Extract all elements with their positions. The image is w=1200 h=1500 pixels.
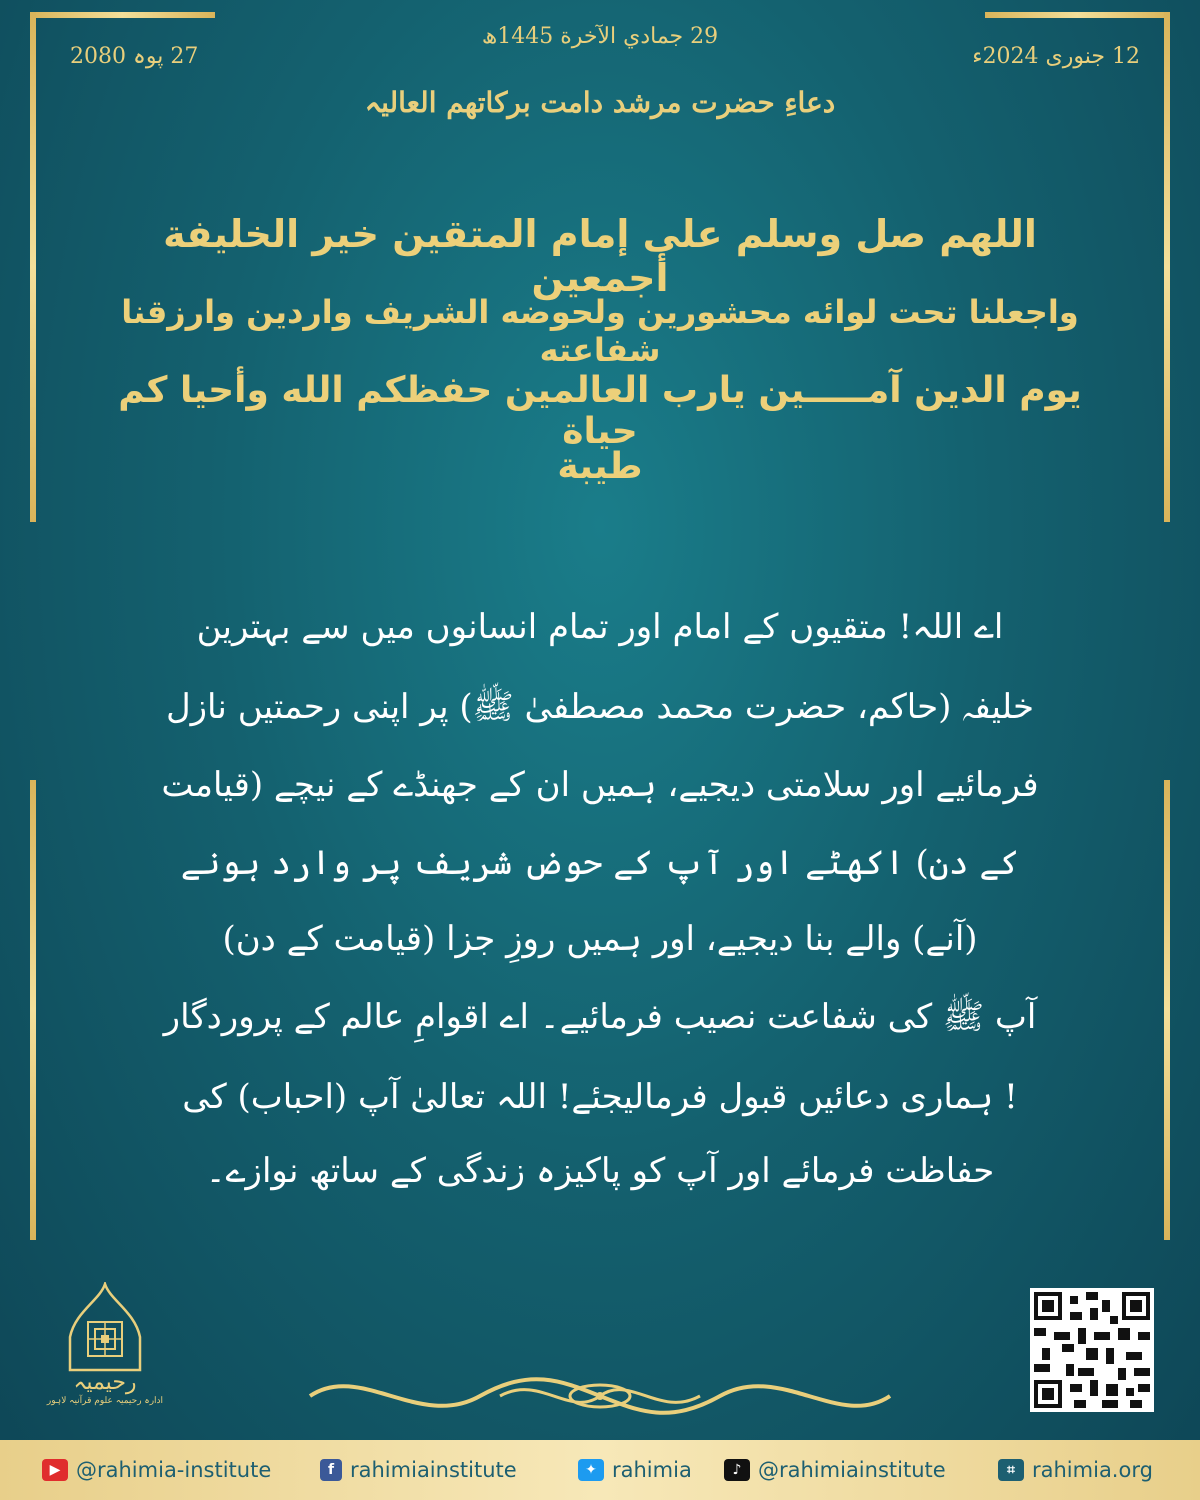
logo-name: رحیمیہ	[73, 1370, 137, 1395]
youtube-link[interactable]	[42, 1455, 271, 1485]
tiktok-icon: ♪	[724, 1459, 750, 1481]
gregorian-date: 12 جنوری 2024ء	[972, 44, 1140, 69]
frame-top-left	[30, 12, 215, 18]
twitter-icon: ✦	[578, 1459, 604, 1481]
youtube-icon: ▶	[42, 1459, 68, 1481]
urdu-line-5: (آنے) والے بنا دیجیے، اور ہمیں روزِ جزا (قیامت کے دن)	[222, 919, 978, 959]
urdu-line-8: حفاظت فرمائے اور آپ کو پاکیزہ زندگی کے ساتھ نوازے۔	[205, 1151, 995, 1191]
facebook-link[interactable]	[320, 1455, 517, 1485]
arabic-dua-line-2: واجعلنا تحت لوائه محشورين ولحوضه الشريف واردين وارزقنا شفاعته	[121, 293, 1079, 369]
logo-subtitle: ادارہ رحیمیہ علوم قرآنیہ لاہور	[46, 1396, 164, 1406]
bikrami-date: 27 پوہ 2080	[70, 44, 199, 69]
urdu-line-1: اے اللہ! متقیوں کے امام اور تمام انسانوں میں سے بہترین	[196, 607, 1004, 647]
qr-code[interactable]	[1030, 1288, 1154, 1412]
hijri-date: 29 جمادي الآخرة 1445ھ	[481, 24, 719, 49]
frame-right-lower	[1164, 780, 1170, 1240]
urdu-line-3: فرمائیے اور سلامتی دیجیے، ہمیں ان کے جھنڈے کے نیچے (قیامت	[161, 765, 1039, 805]
tiktok-handle: @rahimiainstitute	[758, 1458, 946, 1482]
urdu-line-7: ! ہماری دعائیں قبول فرمالیجئے! اللہ تعالیٰ آپ (احباب) کی	[182, 1077, 1018, 1117]
logo-emblem-icon	[40, 1282, 170, 1372]
arabic-dua-line-1: اللهم صل وسلم على إمام المتقين خير الخليفة أجمعين	[163, 212, 1037, 300]
urdu-line-4: کے دن) اکھٹے اور آپ کے حوض شریف پر وارد ہونے	[180, 843, 1020, 883]
facebook-handle: rahimiainstitute	[350, 1458, 517, 1482]
twitter-handle: rahimia	[612, 1458, 692, 1482]
frame-top-right	[985, 12, 1170, 18]
urdu-line-2: خلیفہ (حاکم، حضرت محمد مصطفیٰ ﷺ) پر اپنی رحمتیں نازل	[165, 687, 1035, 727]
frame-left-lower	[30, 780, 36, 1240]
youtube-handle: @rahimia-institute	[76, 1458, 272, 1482]
page-title: دعاءِ حضرت مرشد دامت برکاتھم العالیہ	[364, 86, 836, 119]
urdu-line-6: آپ ﷺ کی شفاعت نصیب فرمائیے۔ اے اقوامِ عالم کے پروردگار	[163, 997, 1037, 1037]
arabic-dua-line-3: يوم الدين آمـــــين يارب العالمين حفظكم الله وأحيا كم حياة	[118, 370, 1082, 452]
facebook-icon: f	[320, 1459, 342, 1481]
rahimia-logo	[40, 1282, 170, 1412]
tiktok-link[interactable]	[724, 1455, 946, 1485]
twitter-link[interactable]	[578, 1455, 692, 1485]
website-url: rahimia.org	[1032, 1458, 1153, 1482]
website-link[interactable]	[998, 1455, 1153, 1485]
arabic-dua-line-4: طيبة	[557, 446, 643, 487]
website-icon: ⌗	[998, 1459, 1024, 1481]
qr-code-icon	[1034, 1292, 1150, 1408]
ornament-divider	[300, 1368, 900, 1424]
